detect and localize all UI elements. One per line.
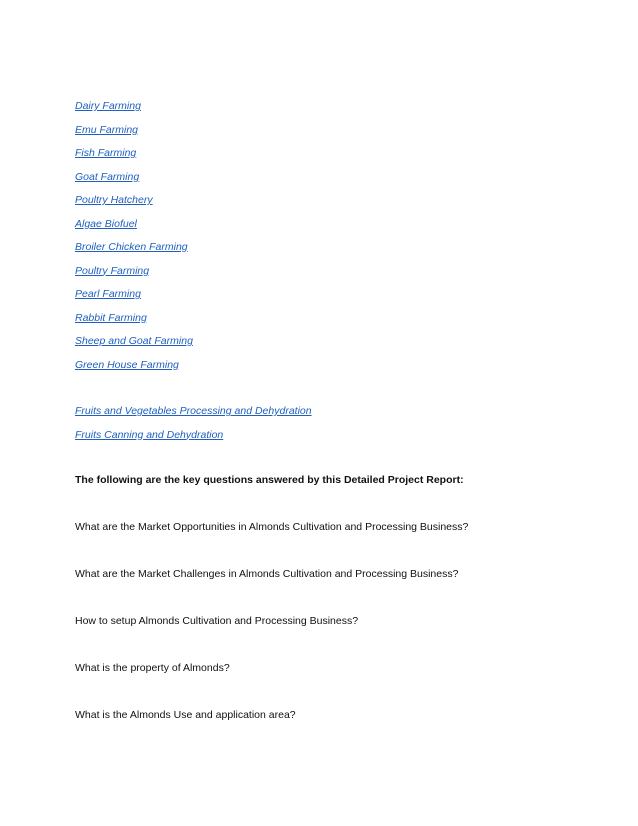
link-green-house-farming[interactable]: Green House Farming — [75, 358, 179, 371]
link-poultry-hatchery[interactable]: Poultry Hatchery — [75, 194, 153, 206]
link-poultry-farming[interactable]: Poultry Farming — [75, 264, 150, 277]
farming-links-list — [75, 98, 193, 380]
link-algae-biofuel[interactable]: Algae Biofuel — [75, 217, 137, 230]
section-heading: The following are the key questions answered by this Detailed Project Report: — [75, 474, 464, 486]
link-broiler-chicken-farming[interactable]: Broiler Chicken Farming — [75, 241, 188, 253]
link-fruits-canning[interactable]: Fruits Canning and Dehydration — [75, 428, 224, 441]
link-fish-farming[interactable]: Fish Farming — [75, 147, 137, 159]
link-pearl-farming[interactable]: Pearl Farming — [75, 288, 141, 300]
question-setup: How to setup Almonds Cultivation and Processing Business? — [75, 615, 359, 627]
question-use-application: What is the Almonds Use and application area? — [75, 709, 296, 721]
processing-links-list — [75, 403, 312, 450]
question-market-challenges: What are the Market Challenges in Almonds Cultivation and Processing Business? — [75, 568, 459, 580]
question-market-opportunities: What are the Market Opportunities in Almonds Cultivation and Processing Business? — [75, 521, 469, 533]
link-rabbit-farming[interactable]: Rabbit Farming — [75, 311, 147, 324]
question-property: What is the property of Almonds? — [75, 662, 230, 674]
link-dairy-farming[interactable]: Dairy Farming — [75, 100, 141, 112]
link-emu-farming[interactable]: Emu Farming — [75, 123, 139, 136]
link-fruits-vegetables-processing[interactable]: Fruits and Vegetables Processing and Dehydration — [75, 405, 312, 417]
link-sheep-and-goat-farming[interactable]: Sheep and Goat Farming — [75, 335, 193, 347]
link-goat-farming[interactable]: Goat Farming — [75, 170, 140, 183]
